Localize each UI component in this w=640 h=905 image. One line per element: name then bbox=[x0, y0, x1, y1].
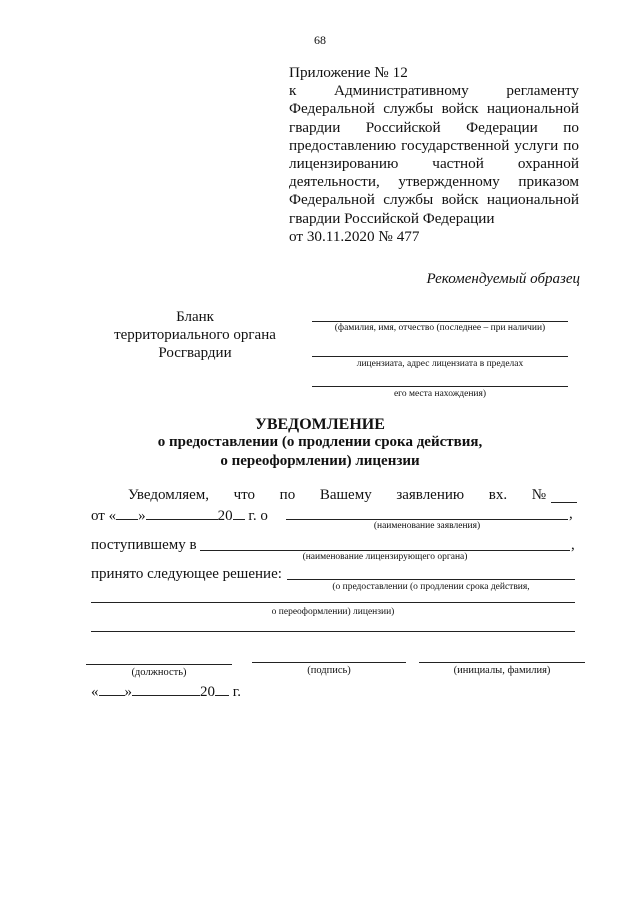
recipient-address-line bbox=[312, 356, 568, 357]
recipient-location-caption: его места нахождения) bbox=[393, 389, 487, 399]
appendix-header bbox=[289, 64, 579, 246]
day-field[interactable] bbox=[116, 506, 138, 520]
authority-caption: (наименование лицензирующего органа) bbox=[302, 552, 468, 562]
received-label: поступившему в bbox=[91, 537, 197, 553]
application-caption: (наименование заявления) bbox=[373, 521, 481, 531]
signature-day-field[interactable] bbox=[99, 682, 125, 696]
recipient-name-caption: (фамилия, имя, отчество (последнее – при наличии) bbox=[334, 323, 546, 333]
intro-sentence: Уведомляем, что по Вашему заявлению вх. № bbox=[128, 487, 547, 503]
position-caption: (должность) bbox=[131, 667, 187, 678]
appendix-line: лицензированию частной охранной bbox=[289, 155, 579, 173]
decision-label: принято следующее решение: bbox=[91, 566, 282, 582]
application-name-field[interactable] bbox=[286, 519, 568, 520]
decision-caption: о переоформлении) лицензии) bbox=[271, 607, 395, 617]
month-field[interactable] bbox=[146, 506, 218, 520]
name-field[interactable] bbox=[419, 662, 585, 663]
letterhead-line: территориального органа bbox=[114, 327, 276, 343]
recipient-name-line bbox=[312, 321, 568, 322]
position-field[interactable] bbox=[86, 664, 232, 665]
recipient-address-caption: лицензиата, адрес лицензиата в пределах bbox=[356, 359, 524, 369]
page-number: 68 bbox=[314, 33, 326, 47]
signature-month-field[interactable] bbox=[132, 682, 200, 696]
appendix-line: предоставлению государственной услуги по bbox=[289, 136, 579, 154]
decision-field-extra[interactable] bbox=[91, 631, 575, 632]
decision-caption: (о предоставлении (о продлении срока действия, bbox=[332, 582, 530, 592]
comma: , bbox=[571, 537, 575, 553]
decision-field-continued[interactable] bbox=[91, 602, 575, 603]
appendix-line: гвардии Российской Федерации по bbox=[289, 118, 579, 136]
appendix-line: Федеральной службы войск национальной bbox=[289, 191, 579, 209]
signature-field[interactable] bbox=[252, 662, 406, 663]
signature-caption: (подпись) bbox=[307, 665, 351, 676]
letterhead-line: Бланк bbox=[176, 309, 214, 325]
notice-subtitle: о переоформлении) лицензии bbox=[220, 453, 420, 469]
letterhead-line: Росгвардии bbox=[158, 345, 232, 361]
signature-year-field[interactable] bbox=[215, 682, 229, 696]
application-number-field[interactable] bbox=[551, 502, 577, 503]
notice-title: УВЕДОМЛЕНИЕ bbox=[255, 416, 385, 433]
appendix-line: гвардии Российской Федерации bbox=[289, 209, 495, 227]
appendix-line: к Административному регламенту bbox=[289, 82, 579, 100]
comma: , bbox=[569, 506, 573, 522]
appendix-line: от 30.11.2020 № 477 bbox=[289, 227, 420, 245]
appendix-heading: Приложение № 12 bbox=[289, 64, 408, 81]
application-date-row: от « » 20 г. о bbox=[91, 508, 268, 524]
appendix-line: деятельности, утвержденному приказом bbox=[289, 173, 579, 191]
recipient-location-line bbox=[312, 386, 568, 387]
year-field[interactable] bbox=[233, 506, 245, 520]
authority-field[interactable] bbox=[200, 550, 570, 551]
name-caption: (инициалы, фамилия) bbox=[453, 665, 551, 676]
signature-date-row: « » 20 г. bbox=[91, 684, 241, 700]
sample-label: Рекомендуемый образец bbox=[426, 271, 580, 287]
decision-field[interactable] bbox=[287, 579, 575, 580]
appendix-line: Федеральной службы войск национальной bbox=[289, 100, 579, 118]
letterhead-block bbox=[100, 308, 290, 362]
notice-subtitle: о предоставлении (о продлении срока действия, bbox=[157, 434, 483, 450]
